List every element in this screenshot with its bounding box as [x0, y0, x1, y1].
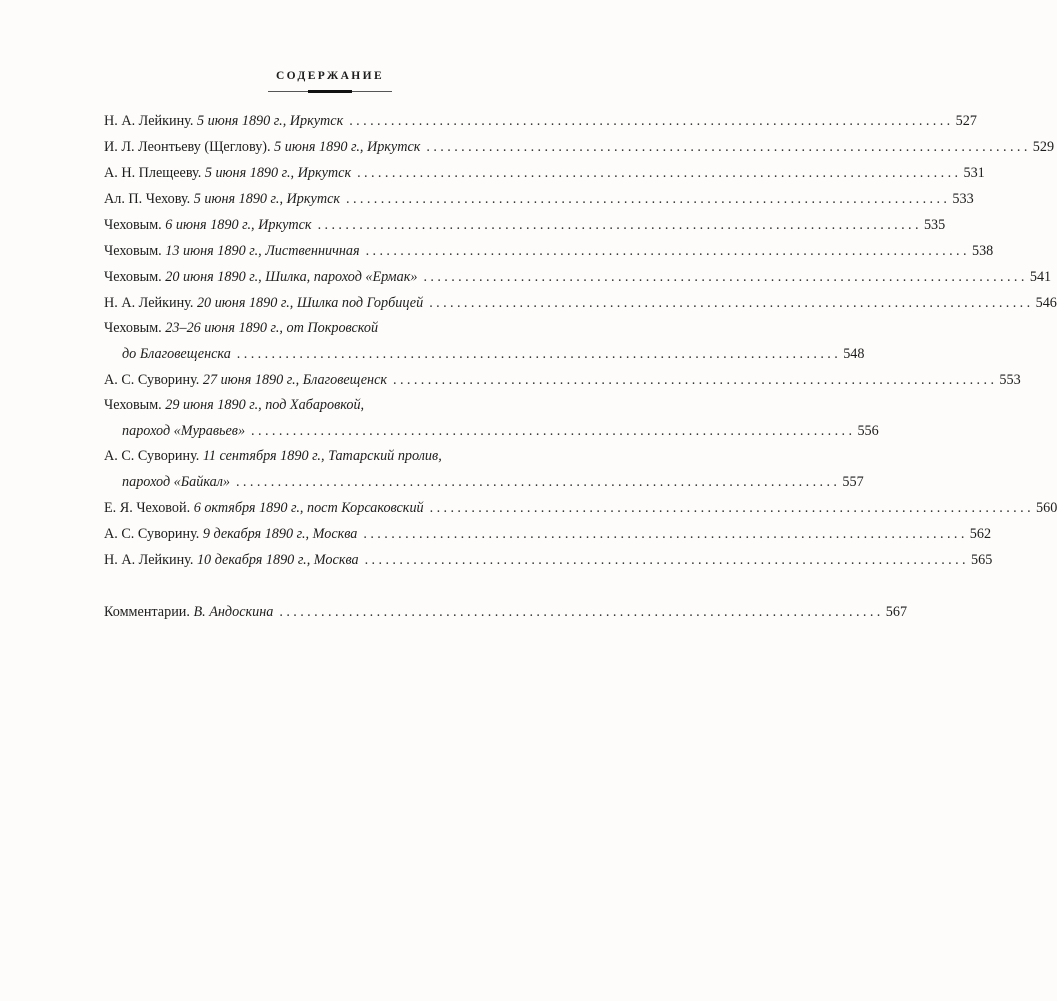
toc-entry-text: [104, 599, 273, 625]
toc-addressee: Ал. П. Чехову.: [104, 191, 191, 207]
dot-leader: .......................................................................................: [363, 526, 968, 542]
dot-leader: .......................................................................................: [426, 139, 1031, 155]
toc-entry-text: [104, 186, 340, 212]
toc-addressee: Чеховым.: [104, 320, 162, 336]
toc-page-number: 553: [999, 372, 1021, 388]
dot-leader: .......................................................................................: [317, 217, 922, 233]
toc-entry[interactable]: [104, 264, 1052, 290]
toc-entry[interactable]: [104, 316, 865, 367]
toc-entry-text: [104, 547, 359, 573]
toc-detail: 10 декабря 1890 г., Москва: [196, 552, 359, 568]
toc-entry-text: [104, 444, 442, 469]
toc-addressee: И. Л. Леонтьеву (Щеглову).: [104, 139, 271, 155]
toc-detail: 6 июня 1890 г., Иркутск: [165, 217, 312, 233]
toc-detail: 13 июня 1890 г., Лиственничная: [165, 243, 360, 259]
toc-detail: 27 июня 1890 г., Благовещенск: [202, 372, 388, 388]
toc-page-number: 565: [971, 552, 993, 568]
dot-leader: .......................................................................................: [349, 113, 954, 129]
toc-entry-text: [104, 495, 424, 521]
toc-addressee: Чеховым.: [104, 269, 162, 285]
toc-commentary-author: В. Андоскина: [193, 604, 274, 620]
toc-entry-text: [104, 134, 420, 160]
toc-detail: 6 октября 1890 г., пост Корсаковский: [193, 500, 424, 516]
dot-leader: .......................................................................................: [279, 604, 884, 620]
toc-addressee: Чеховым.: [104, 217, 162, 233]
toc-commentary-label: Комментарии.: [104, 604, 190, 620]
toc-addressee: Чеховым.: [104, 397, 162, 413]
toc-page-number: 531: [963, 165, 985, 181]
toc-detail: 5 июня 1890 г., Иркутск: [204, 165, 352, 181]
thick-rule: [308, 90, 352, 93]
dot-leader: .......................................................................................: [429, 500, 1035, 516]
toc-entry-text: [104, 160, 351, 186]
toc-entry[interactable]: [104, 521, 992, 547]
toc-detail: 9 декабря 1890 г., Москва: [202, 526, 358, 542]
toc-entry[interactable]: [104, 367, 1021, 393]
toc-page-number: 562: [969, 526, 992, 542]
dot-leader: .......................................................................................: [429, 295, 1034, 311]
title-ornament-rule: [268, 88, 392, 94]
dot-leader: .......................................................................................: [235, 474, 841, 490]
toc-entry-text: [104, 290, 423, 316]
toc-addressee: А. С. Суворину.: [104, 526, 200, 542]
toc-entry-text: [104, 212, 312, 238]
toc-entry[interactable]: [104, 186, 974, 212]
toc-entry[interactable]: [104, 108, 977, 134]
toc-entry[interactable]: [104, 212, 946, 238]
toc-entry[interactable]: [104, 547, 993, 573]
toc-detail: 11 сентября 1890 г., Татарский пролив,: [202, 448, 442, 464]
toc-addressee: А. Н. Плещееву.: [104, 165, 202, 181]
dot-leader: .......................................................................................: [357, 165, 962, 181]
toc-entry-text: [104, 108, 343, 134]
toc-entry-text: [104, 316, 378, 341]
toc-entry[interactable]: [104, 495, 1057, 521]
toc-addressee: Н. А. Лейкину.: [104, 552, 194, 568]
toc-page-number: 560: [1036, 500, 1057, 516]
toc-entry[interactable]: [104, 160, 985, 186]
toc-detail-continued: пароход «Муравьев»: [122, 423, 246, 439]
toc-addressee: Е. Я. Чеховой.: [104, 500, 191, 516]
toc-addressee: А. С. Суворину.: [104, 372, 200, 388]
toc-detail: 5 июня 1890 г., Иркутск: [196, 113, 344, 129]
toc-addressee: А. С. Суворину.: [104, 448, 200, 464]
toc-page-number: 548: [843, 346, 865, 362]
toc-detail: 5 июня 1890 г., Иркутск: [274, 139, 421, 155]
toc-detail: 20 июня 1890 г., Шилка под Горбицей: [196, 295, 424, 311]
toc-addressee: Чеховым.: [104, 243, 162, 259]
page-header: [0, 70, 660, 94]
toc-entry[interactable]: [104, 393, 879, 444]
toc-detail: 29 июня 1890 г., под Хабаровкой,: [165, 397, 365, 413]
toc-page-number: 541: [1029, 269, 1052, 285]
toc-page-number: 546: [1035, 295, 1057, 311]
dot-leader: .......................................................................................: [365, 243, 970, 259]
dot-leader: .......................................................................................: [364, 552, 969, 568]
toc-entry-text: [104, 264, 417, 290]
toc-entry[interactable]: [104, 134, 1055, 160]
toc-entry[interactable]: [104, 444, 864, 495]
toc-page-number: 567: [885, 604, 908, 620]
toc-page-number: 535: [923, 217, 946, 233]
toc-entry-text: [104, 521, 357, 547]
toc-page-number: 538: [971, 243, 994, 259]
toc-entry-text: [104, 393, 364, 418]
toc-page-number: 529: [1032, 139, 1055, 155]
toc-detail: 20 июня 1890 г., Шилка, пароход «Ермак»: [165, 269, 418, 285]
toc-entry-text: [104, 238, 360, 264]
dot-leader: .......................................................................................: [251, 423, 856, 439]
page-title: СОДЕРЖАНИЕ: [275, 70, 385, 82]
toc-detail-continued: до Благовещенска: [122, 346, 231, 362]
dot-leader: .......................................................................................: [346, 191, 951, 207]
toc-page-number: 557: [842, 474, 864, 490]
toc-entry-commentary[interactable]: [104, 599, 908, 625]
toc-addressee: Н. А. Лейкину.: [104, 113, 194, 129]
toc-detail-continued: пароход «Байкал»: [122, 474, 230, 490]
toc-detail: 23–26 июня 1890 г., от Покровской: [165, 320, 379, 336]
dot-leader: .......................................................................................: [236, 346, 842, 362]
toc-page-number: 527: [955, 113, 977, 129]
toc-entry[interactable]: [104, 238, 994, 264]
dot-leader: .......................................................................................: [393, 372, 998, 388]
toc-page-number: 556: [857, 423, 879, 439]
toc-entry[interactable]: [104, 290, 1057, 316]
dot-leader: .......................................................................................: [423, 269, 1028, 285]
toc-page-number: 533: [952, 191, 974, 207]
toc-detail: 5 июня 1890 г., Иркутск: [193, 191, 340, 207]
toc-entry-text: [104, 367, 387, 393]
table-of-contents: [104, 108, 1057, 625]
toc-addressee: Н. А. Лейкину.: [104, 295, 194, 311]
